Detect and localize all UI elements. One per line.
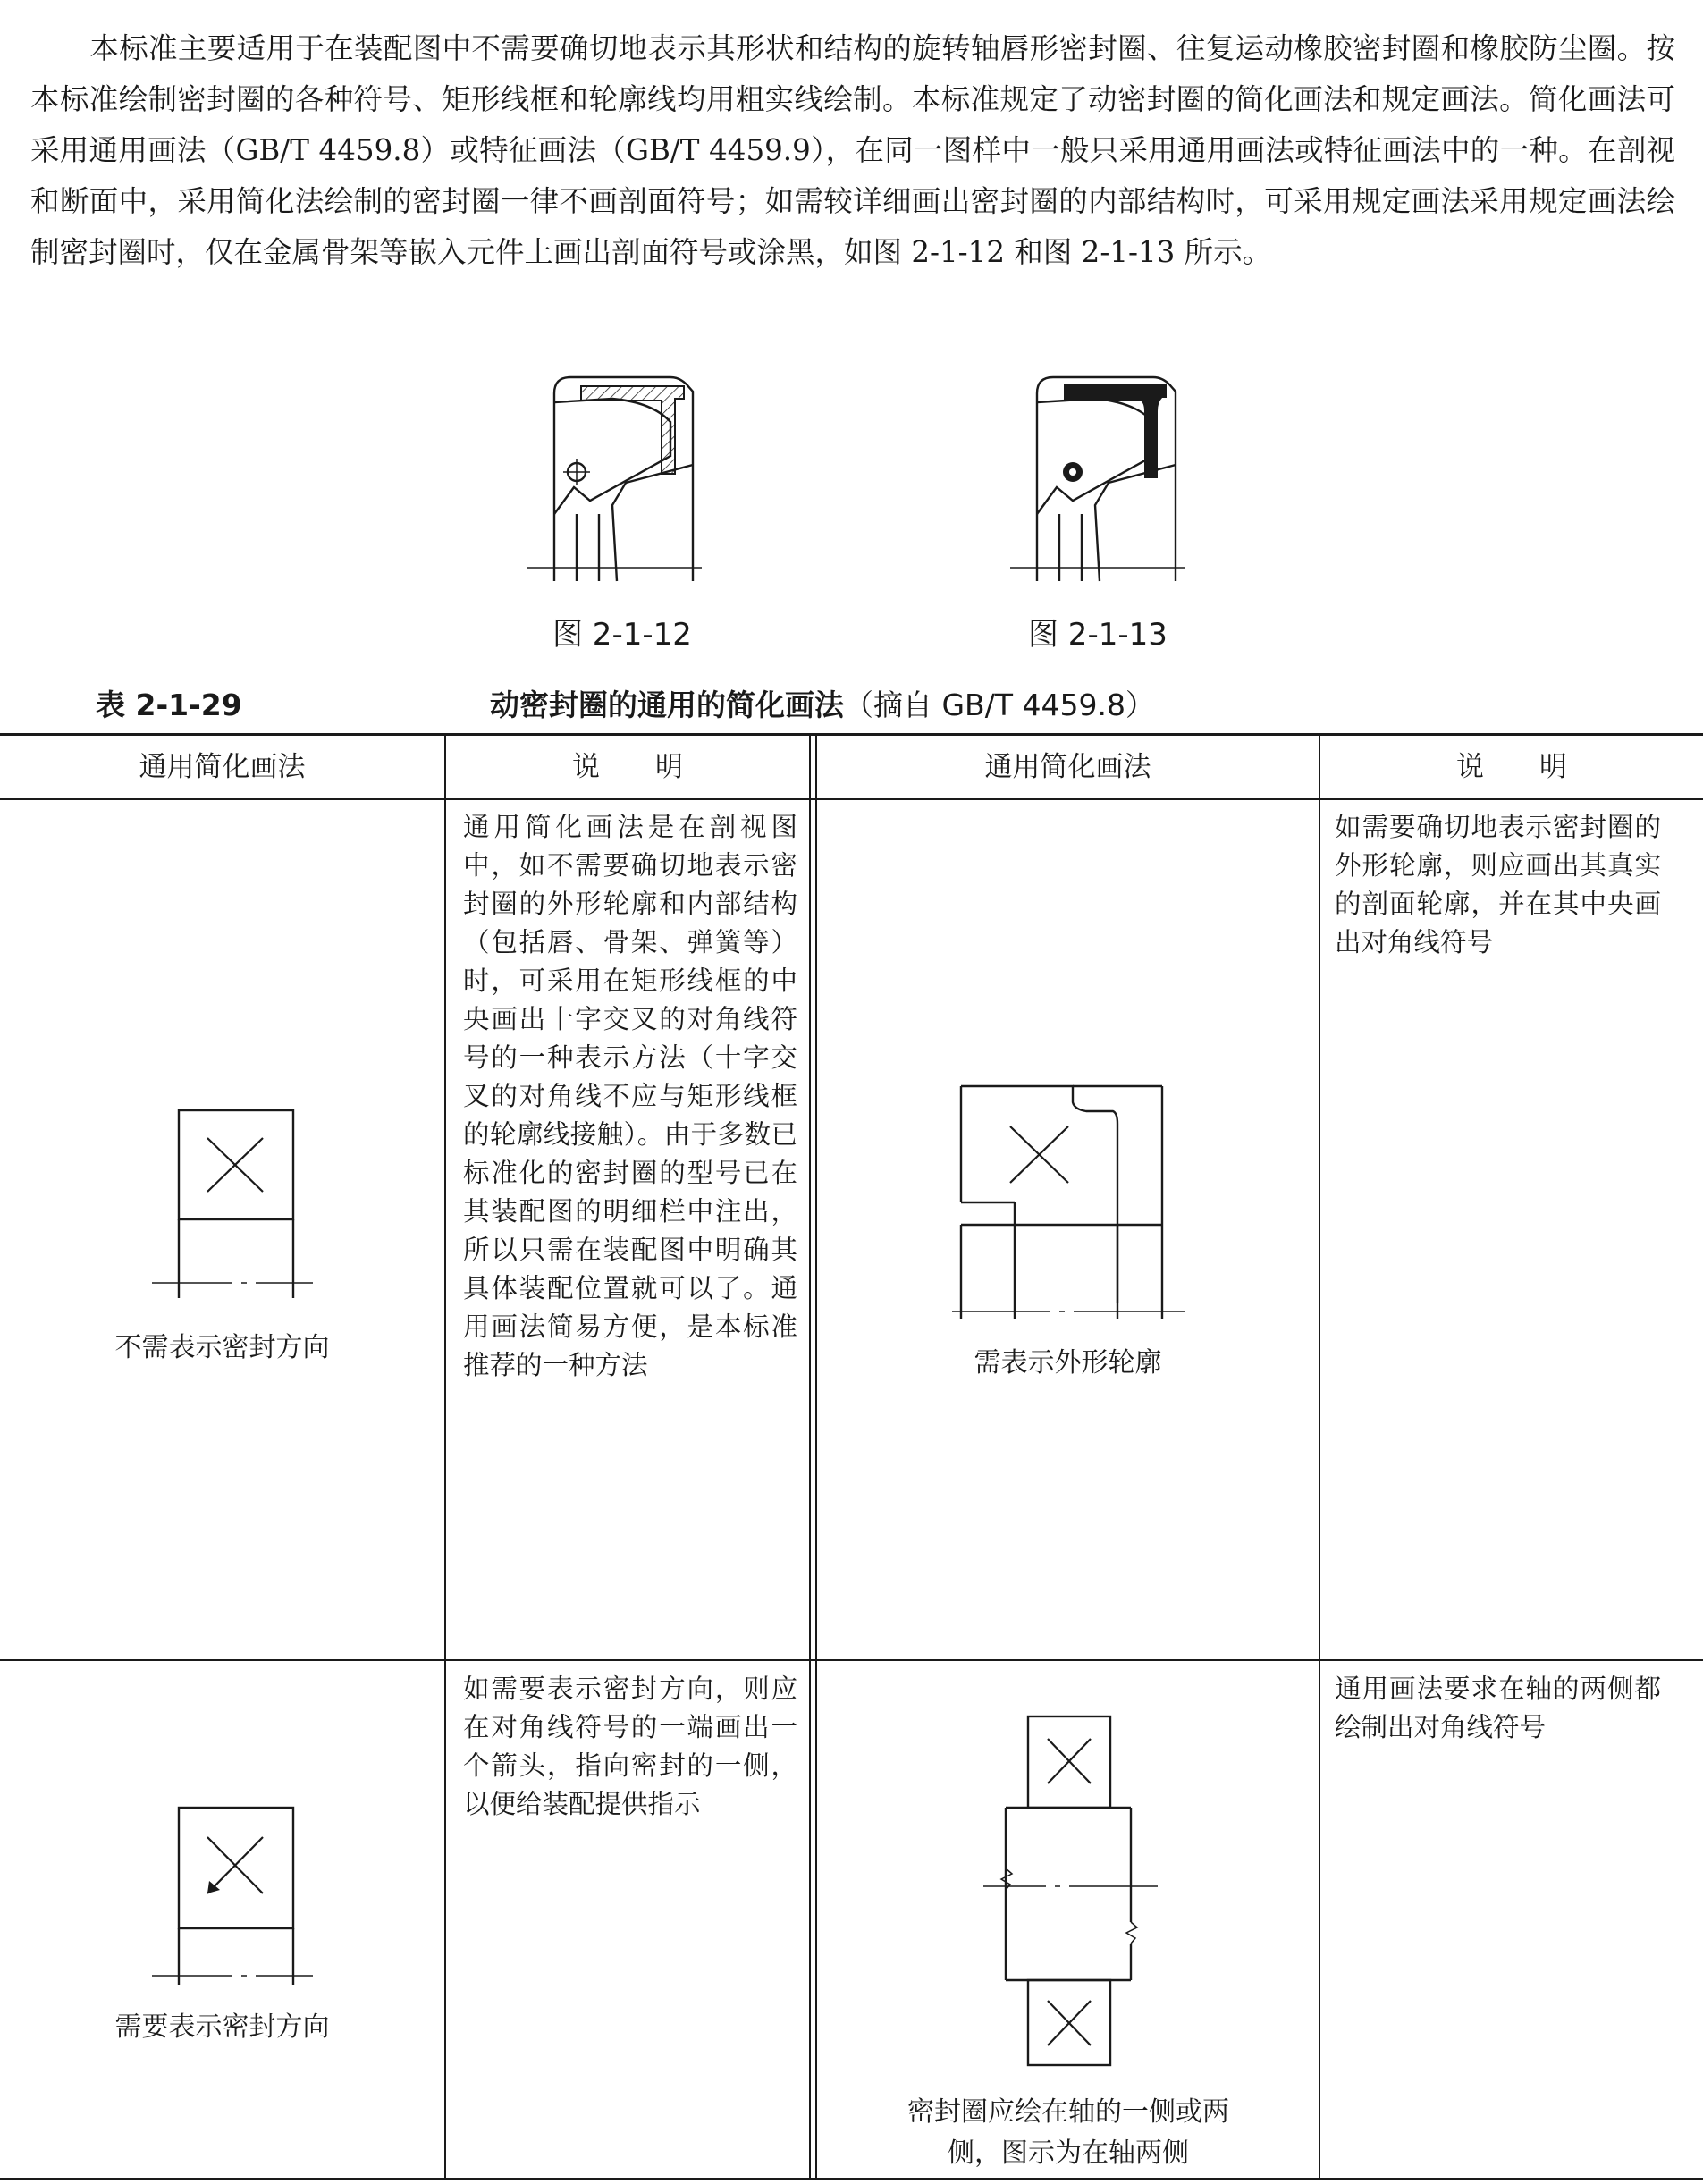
- figure-2-1-13-caption: 图 2-1-13: [1028, 617, 1168, 653]
- table-col-rule-1: [444, 735, 446, 2179]
- header-note-right: 说 明: [1456, 751, 1567, 783]
- note-sealing-direction: 如需要表示密封方向，则应在对角线符号的一端画出一个箭头，指向密封的一侧，以便给装配提供指示: [463, 1674, 797, 1819]
- table-col-rule-3: [1319, 735, 1320, 2179]
- figure-2-1-13: [1010, 367, 1198, 590]
- table-top-rule: [0, 733, 1703, 736]
- table-bottom-rule: [0, 2178, 1703, 2180]
- seal-symbol-both-sides: [974, 1708, 1180, 2083]
- caption-both-sides: 密封圈应绘在轴的一侧或两侧，图示为在轴两侧: [907, 2096, 1229, 2169]
- seal-symbol-outer-profile: [939, 1077, 1198, 1328]
- table-source: （摘自 GB/T 4459.8）: [844, 687, 1155, 722]
- table-row-rule: [0, 1659, 1703, 1661]
- header-method-right: 通用简化画法: [984, 751, 1151, 783]
- table-title-text: 动密封圈的通用的简化画法: [490, 687, 844, 722]
- caption-outer-profile: 需表示外形轮廓: [974, 1347, 1162, 1379]
- figure-2-1-12: [527, 367, 715, 590]
- table-col-rule-2a: [809, 735, 811, 2179]
- header-method-left: 通用简化画法: [139, 751, 306, 783]
- note-general-method: 通用简化画法是在剖视图中，如不需要确切地表示密封圈的外形轮廓和内部结构（包括唇、骨架、弹簧等）时，可采用在矩形线框的中央画出十字交叉的对角线符号的一种表示方法（十字交叉的对角线不应与矩形线框的轮廓线接触）。由于多数已标准化的密封圈的型号已在其装配图的明细栏中注出，所以只需在装配图中明确其具体装配位置就可以了。通用画法简易方便，是本标准推荐的一种方法: [463, 812, 797, 1380]
- note-both-sides: 通用画法要求在轴的两侧都绘制出对角线符号: [1335, 1674, 1661, 1742]
- table-header-rule: [0, 798, 1703, 800]
- seal-symbol-with-direction: [134, 1797, 340, 1994]
- table-col-rule-2b: [815, 735, 817, 2179]
- note-outer-profile: 如需要确切地表示密封圈的外形轮廓，则应画出其真实的剖面轮廓，并在其中央画出对角线符号: [1335, 812, 1661, 957]
- table-number: 表 2-1-29: [96, 687, 242, 722]
- caption-no-direction: 不需表示密封方向: [114, 1332, 330, 1363]
- intro-text: 本标准主要适用于在装配图中不需要确切地表示其形状和结构的旋转轴唇形密封圈、往复运动橡胶密封圈和橡胶防尘圈。按本标准绘制密封圈的各种符号、矩形线框和轮廓线均用粗实线绘制。本标准规定了动密封圈的简化画法和规定画法。简化画法可采用通用画法（GB/T 4459.8）或特征画法（GB/T 4459.9），在同一图样中一般只采用通用画法或特征画法中的一种。在剖视和断面中，采用简化法绘制的密封圈一律不画剖面符号；如需较详细画出密封圈的内部结构时，可采用规定画法采用规定画法绘制密封圈时，仅在金属骨架等嵌入元件上画出剖面符号或涂黑，如图 2-1-12 和图 2-1-13 所示。: [30, 31, 1675, 269]
- table-title: [490, 682, 1155, 724]
- intro-paragraph: [30, 23, 1675, 278]
- header-note-left: 说 明: [572, 751, 683, 783]
- figure-2-1-12-caption: 图 2-1-12: [552, 617, 692, 653]
- seal-symbol-no-direction: [134, 1100, 340, 1314]
- caption-with-direction: 需要表示密封方向: [114, 2011, 330, 2043]
